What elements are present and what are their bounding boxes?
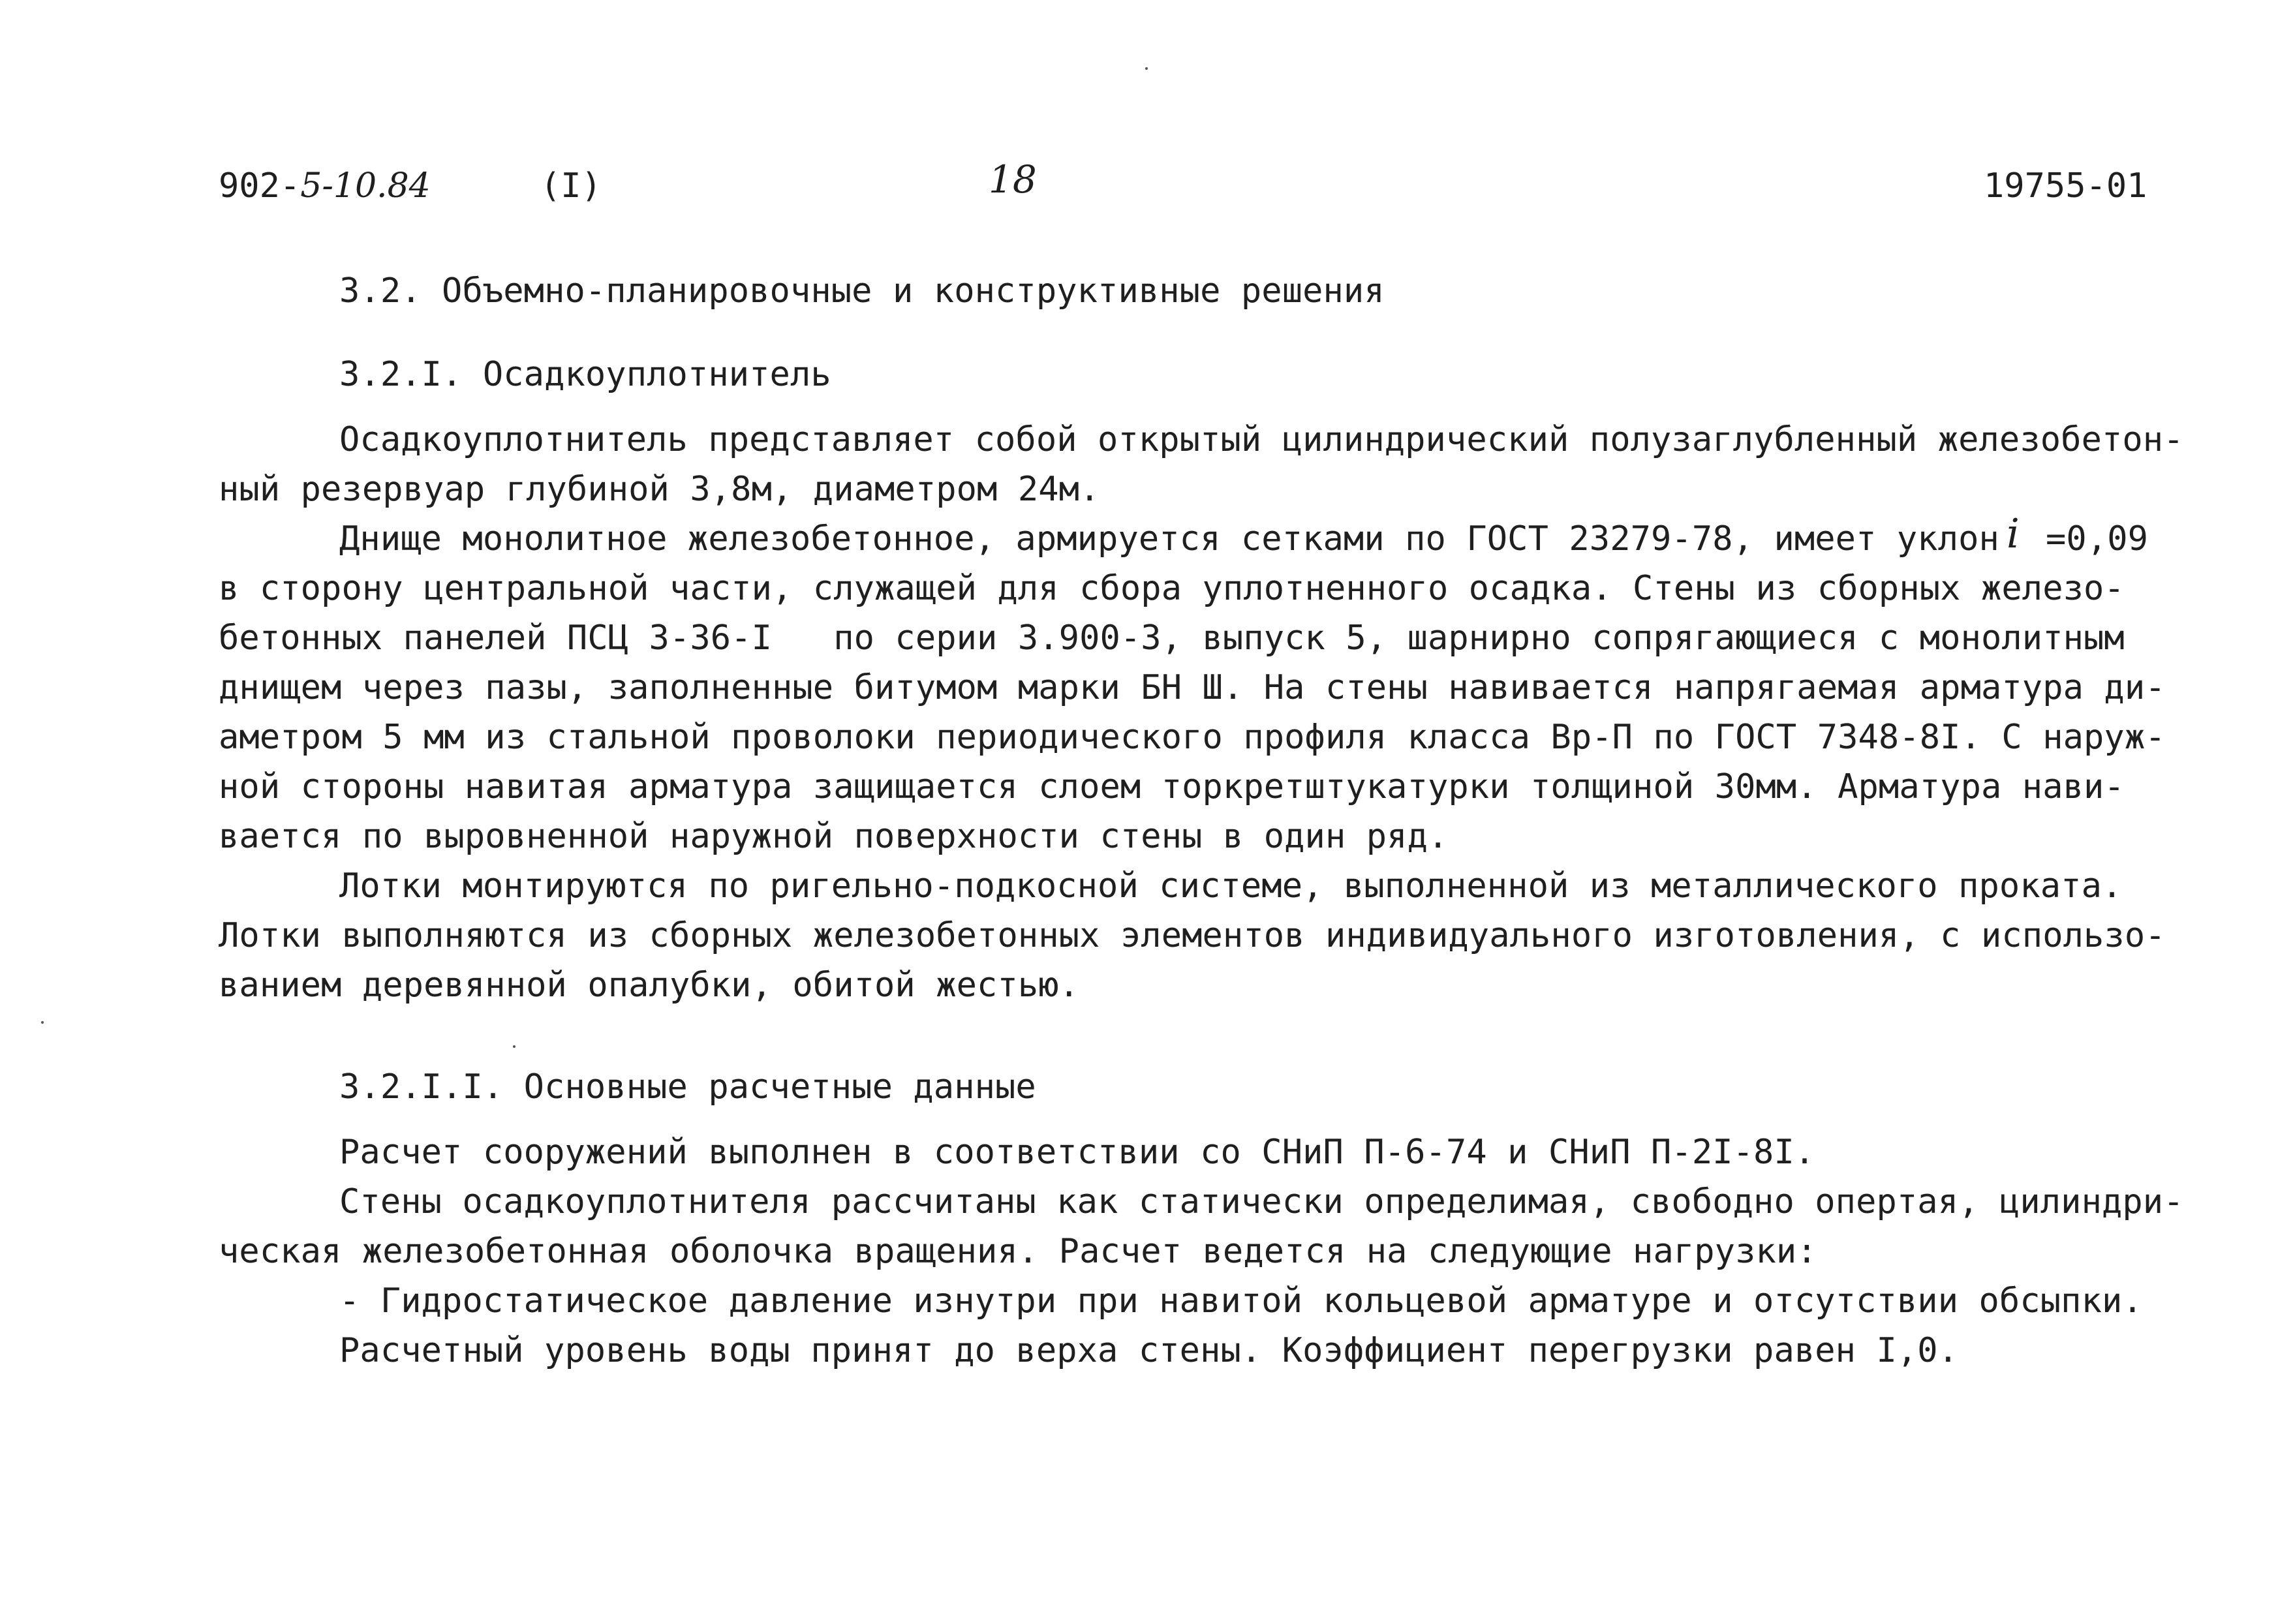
scan-speck	[41, 1021, 44, 1024]
paragraph-line: ванием деревянной опалубки, обитой жестью.	[219, 966, 1080, 1005]
scan-speck	[1145, 67, 1148, 70]
scan-speck	[513, 1045, 516, 1048]
document-code	[219, 163, 431, 209]
paragraph-line: Осадкоуплотнитель представляет собой открытый цилиндрический полузаглубленный железобетон-	[339, 420, 2184, 459]
paragraph-line: ной стороны навитая арматура защищается слоем торкретштукатурки толщиной 30мм. Арматура нави-	[219, 767, 2125, 806]
paragraph-line: бетонных панелей ПСЦ 3-36-I по серии 3.900-3, выпуск 5, шарнирно сопрягающиеся с монолитным	[219, 619, 2125, 658]
subsection-heading: 3.2.I. Осадкоуплотнитель	[339, 355, 831, 394]
paragraph-line: Расчетный уровень воды принят до верха стены. Коэффициент перегрузки равен I,0.	[339, 1331, 1959, 1370]
paragraph-line: Лотки монтируются по ригельно-подкосной системе, выполненной из металлического проката.	[339, 866, 2123, 906]
slope-value: =0,09	[2046, 519, 2149, 559]
page-number: 18	[989, 157, 1037, 202]
paragraph-line: Лотки выполняются из сборных железобетонных элементов индивидуального изготовления, с использо-	[219, 916, 2166, 955]
paragraph-line: ный резервуар глубиной 3,8м, диаметром 24м.	[219, 470, 1100, 509]
paragraph-line	[339, 514, 1999, 564]
paragraph-line: Расчет сооружений выполнен в соответствии со СНиП П-6-74 и СНиП П-2I-8I.	[339, 1133, 1815, 1172]
document-code-prefix: 902-	[219, 166, 301, 206]
paragraph-line-text: Днище монолитное железобетонное, армируется сетками по ГОСТ 23279-78, имеет уклон	[339, 519, 1999, 559]
inventory-number: 19755-01	[1984, 166, 2147, 206]
section-heading: 3.2. Объемно-планировочные и конструктивные решения	[339, 271, 1385, 311]
slope-formula	[2007, 509, 2020, 561]
document-volume: (I)	[540, 166, 602, 206]
document-code-handwritten: 5-10.84	[300, 166, 431, 206]
paragraph-line: Стены осадкоуплотнителя рассчитаны как статически определимая, свободно опертая, цилиндри-	[339, 1182, 2184, 1221]
paragraph-line: вается по выровненной наружной поверхности стены в один ряд.	[219, 817, 1449, 856]
slope-symbol: i	[2007, 510, 2020, 557]
paragraph-line: в сторону центральной части, служащей для сбора уплотненного осадка. Стены из сборных железо-	[219, 569, 2125, 608]
paragraph-line: аметром 5 мм из стальной проволоки периодического профиля класса Вр-П по ГОСТ 7348-8I. С наруж-	[219, 718, 2166, 757]
paragraph-line: днищем через пазы, заполненные битумом марки БН Ш. На стены навивается напрягаемая арматура ди-	[219, 668, 2166, 707]
subsubsection-heading: 3.2.I.I. Основные расчетные данные	[339, 1067, 1036, 1107]
paragraph-line: ческая железобетонная оболочка вращения. Расчет ведется на следующие нагрузки:	[219, 1232, 1817, 1271]
paragraph-line: - Гидростатическое давление изнутри при навитой кольцевой арматуре и отсутствии обсыпки.	[339, 1281, 2143, 1321]
